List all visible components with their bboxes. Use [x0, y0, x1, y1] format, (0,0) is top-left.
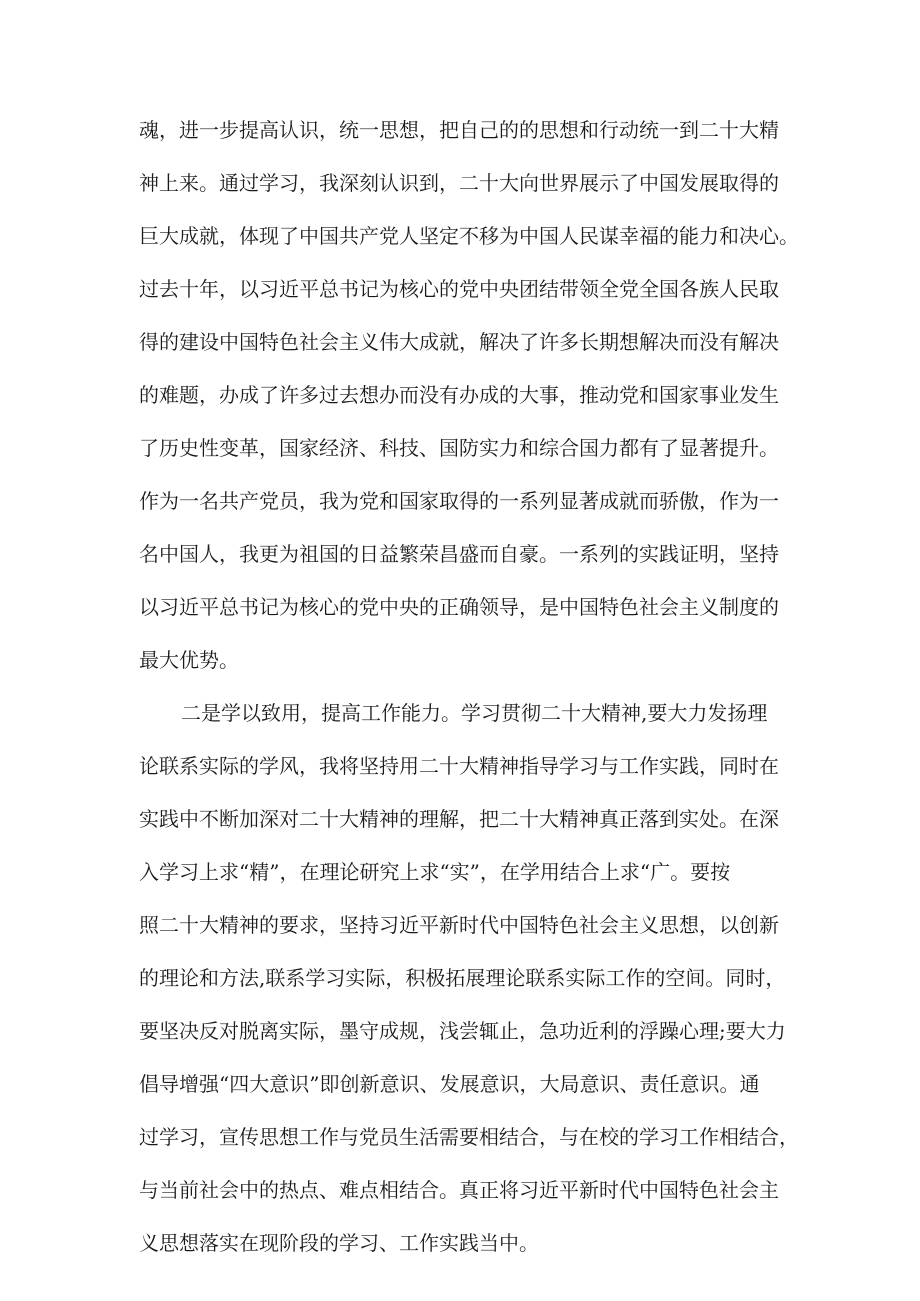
- text-line: 最大优势。: [139, 648, 239, 672]
- text-line: 倡导增强“四大意识”即创新意识、发展意识，大局意识、责任意识。通: [139, 1072, 760, 1096]
- text-line: 以习近平总书记为核心的党中央的正确领导，是中国特色社会主义制度的: [139, 595, 779, 619]
- text-line: 入学习上求“精”，在理论研究上求“实”，在学用结合上求“广。要按: [139, 860, 731, 884]
- text-line: 的理论和方法,联系学习实际，积极拓展理论联系实际工作的空间。同时，: [139, 966, 786, 990]
- text-line: 的难题，办成了许多过去想办而没有办成的大事，推动党和国家事业发生: [139, 383, 779, 407]
- text-line: 神上来。通过学习，我深刻认识到，二十大向世界展示了中国发展取得的: [139, 171, 779, 195]
- text-line: 巨大成就，体现了中国共产党人坚定不移为中国人民谋幸福的能力和决心。: [139, 224, 799, 248]
- text-line: 了历史性变革，国家经济、科技、国防实力和综合国力都有了显著提升。: [139, 436, 779, 460]
- text-line: 作为一名共产党员，我为党和国家取得的一系列显著成就而骄傲，作为一: [139, 489, 779, 513]
- text-line: 实践中不断加深对二十大精神的理解，把二十大精神真正落到实处。在深: [139, 807, 779, 831]
- text-line: 照二十大精神的要求，坚持习近平新时代中国特色社会主义思想，以创新: [139, 913, 779, 937]
- text-line: 过学习，宣传思想工作与党员生活需要相结合，与在校的学习工作相结合，: [139, 1125, 799, 1149]
- text-line: 义思想落实在现阶段的学习、工作实践当中。: [139, 1231, 539, 1255]
- text-line: 过去十年，以习近平总书记为核心的党中央团结带领全党全国各族人民取: [139, 277, 779, 301]
- text-line: 魂，进一步提高认识，统一思想，把自己的的思想和行动统一到二十大精: [139, 118, 779, 142]
- text-line: 论联系实际的学风，我将坚持用二十大精神指导学习与工作实践，同时在: [139, 754, 779, 778]
- text-line: 名中国人，我更为祖国的日益繁荣昌盛而自豪。一系列的实践证明，坚持: [139, 542, 779, 566]
- text-line: 二是学以致用，提高工作能力。学习贯彻二十大精神,要大力发扬理: [181, 701, 768, 725]
- text-line: 与当前社会中的热点、难点相结合。真正将习近平新时代中国特色社会主: [139, 1178, 779, 1202]
- text-line: 得的建设中国特色社会主义伟大成就，解决了许多长期想解决而没有解决: [139, 330, 779, 354]
- text-line: 要坚决反对脱离实际，墨守成规，浅尝辄止，急功近利的浮躁心理;要大力: [139, 1019, 786, 1043]
